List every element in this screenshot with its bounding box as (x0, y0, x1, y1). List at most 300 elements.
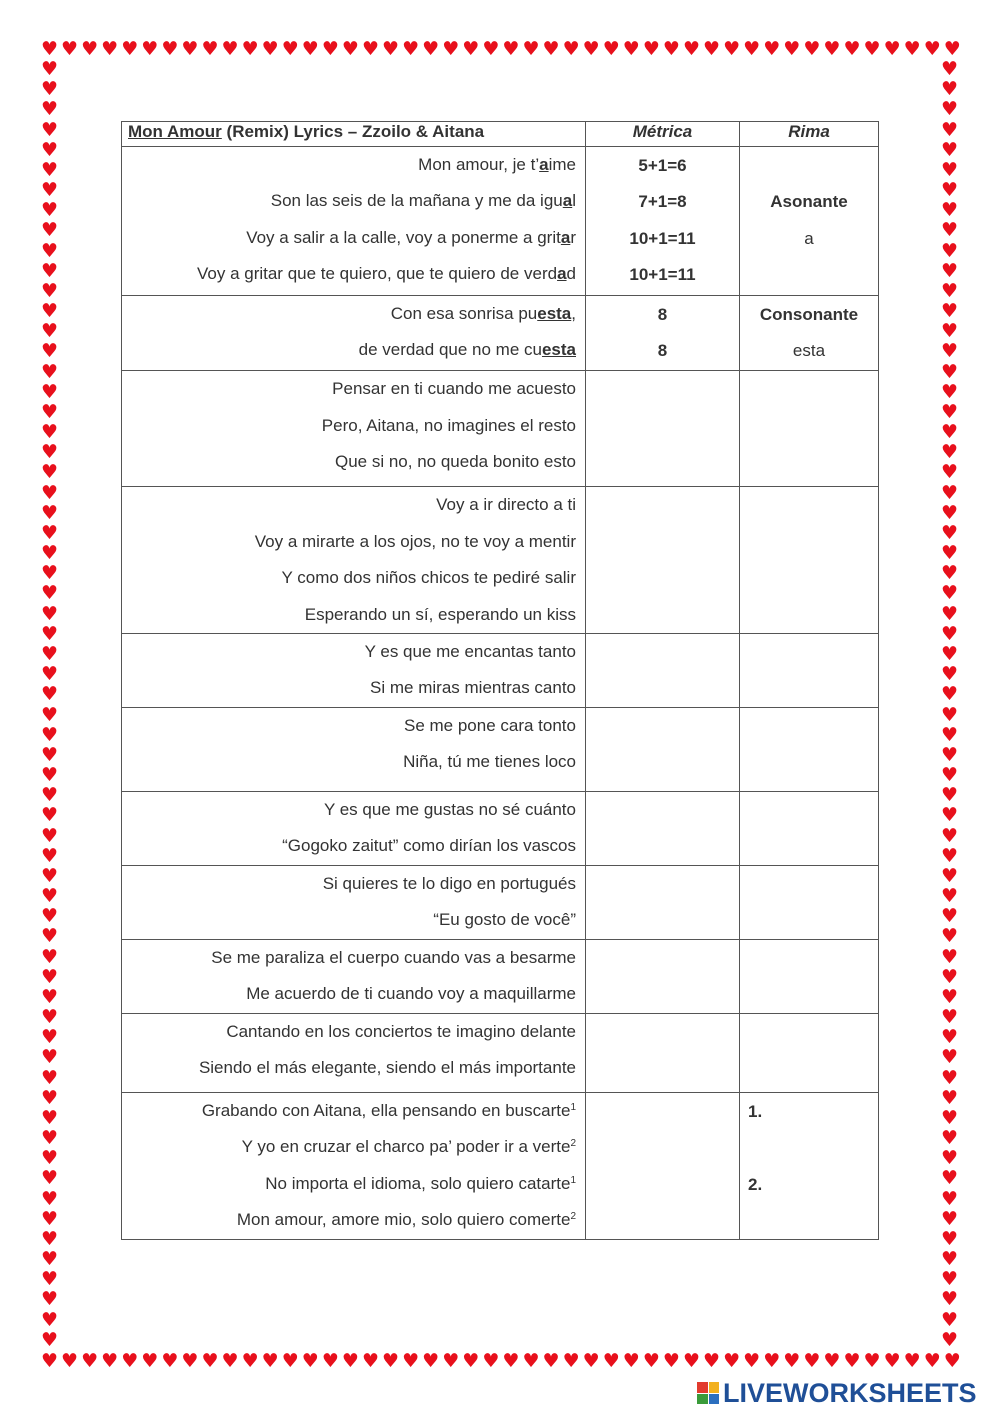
heart-icon: ♥ (703, 1350, 721, 1372)
heart-icon: ♥ (940, 1328, 959, 1351)
lyric-line: Cantando en los conciertos te imagino delante (226, 1022, 576, 1042)
heart-icon: ♥ (40, 844, 59, 867)
heart-icon: ♥ (502, 38, 520, 60)
heart-icon: ♥ (40, 1127, 59, 1150)
heart-icon: ♥ (903, 38, 921, 60)
heart-icon: ♥ (40, 380, 59, 403)
heart-icon: ♥ (40, 1106, 59, 1129)
liveworksheets-icon (697, 1382, 719, 1404)
rhyme-sound: a (804, 228, 814, 248)
heart-icon: ♥ (301, 38, 319, 60)
rhyme-cell (740, 295, 879, 371)
heart-icon: ♥ (40, 1026, 59, 1049)
metric-answer-cell[interactable] (586, 487, 740, 634)
heart-icon: ♥ (40, 743, 59, 766)
rhyme-answer-cell[interactable] (740, 487, 879, 634)
heart-icon: ♥ (803, 1350, 821, 1372)
lyric-line: Voy a ir directo a ti (436, 495, 576, 515)
heart-icon: ♥ (40, 1268, 59, 1291)
lyric-line: Si quieres te lo digo en portugués (322, 874, 576, 894)
heart-icon: ♥ (940, 501, 959, 524)
heart-icon: ♥ (40, 824, 59, 847)
heart-icon: ♥ (940, 1086, 959, 1109)
metric-answer-cell[interactable] (586, 1014, 740, 1093)
heart-icon: ♥ (940, 380, 959, 403)
heart-icon: ♥ (940, 864, 959, 887)
heart-icon: ♥ (763, 38, 781, 60)
heart-icon: ♥ (40, 58, 59, 80)
heart-icon: ♥ (940, 602, 959, 625)
heart-icon: ♥ (121, 1350, 139, 1372)
heart-icon: ♥ (40, 400, 59, 423)
rhyme-answer-cell[interactable] (740, 634, 879, 708)
bottom-heart-border (40, 1352, 962, 1372)
heart-icon: ♥ (40, 945, 59, 968)
heart-icon: ♥ (883, 1350, 901, 1372)
heart-icon: ♥ (40, 78, 59, 101)
stanza-lines (122, 147, 586, 296)
heart-icon: ♥ (940, 985, 959, 1008)
rhyme-type: Asonante (770, 192, 848, 212)
stanza-lines (122, 1014, 586, 1093)
heart-icon: ♥ (40, 98, 59, 121)
lyric-line: Mon amour, amore mio, solo quiero comerte$^2$ (236, 1210, 576, 1230)
heart-icon: ♥ (40, 1248, 59, 1271)
heart-icon: ♥ (40, 642, 59, 665)
stanza-row (122, 792, 879, 866)
heart-icon: ♥ (943, 38, 961, 60)
heart-icon: ♥ (40, 965, 59, 988)
heart-icon: ♥ (940, 1308, 959, 1331)
heart-icon: ♥ (40, 421, 59, 444)
heart-icon: ♥ (923, 1350, 941, 1372)
heart-icon: ♥ (940, 239, 959, 262)
heart-icon: ♥ (241, 38, 259, 60)
heart-icon: ♥ (823, 38, 841, 60)
heart-icon: ♥ (823, 1350, 841, 1372)
heart-icon: ♥ (361, 1350, 380, 1372)
heart-icon: ♥ (542, 38, 560, 60)
lyric-line: Mon amour, je t’aime (418, 155, 576, 174)
heart-icon: ♥ (40, 1207, 59, 1230)
heart-icon: ♥ (843, 1350, 861, 1372)
heart-icon: ♥ (940, 885, 959, 908)
metric-answer-cell[interactable] (586, 371, 740, 487)
metric-answer-cell[interactable] (586, 708, 740, 792)
lyric-line: Se me paraliza el cuerpo cuando vas a besarme (211, 948, 576, 968)
heart-icon: ♥ (261, 38, 279, 60)
heart-icon: ♥ (81, 38, 99, 60)
heart-icon: ♥ (940, 340, 959, 363)
rhyme-type: Consonante (759, 304, 859, 324)
heart-icon: ♥ (602, 38, 620, 60)
heart-icon: ♥ (783, 1350, 801, 1372)
heart-icon: ♥ (542, 1350, 560, 1372)
heart-icon: ♥ (141, 38, 159, 60)
heart-icon: ♥ (40, 542, 59, 565)
heart-icon: ♥ (40, 239, 59, 262)
heart-icon: ♥ (40, 360, 59, 383)
heart-icon: ♥ (940, 965, 959, 988)
heart-icon: ♥ (763, 1350, 781, 1372)
heart-icon: ♥ (121, 38, 139, 60)
heart-icon: ♥ (201, 1350, 219, 1372)
heart-icon: ♥ (940, 1227, 959, 1250)
lyric-line: Grabando con Aitana, ella pensando en buscarte$^1$ (201, 1101, 576, 1121)
heart-icon: ♥ (40, 38, 59, 60)
lyric-line: Se me pone cara tonto (403, 716, 576, 736)
heart-icon: ♥ (642, 38, 660, 60)
heart-icon: ♥ (940, 945, 959, 968)
heart-icon: ♥ (940, 179, 959, 202)
heart-icon: ♥ (442, 38, 460, 60)
heart-icon: ♥ (940, 582, 959, 605)
heart-icon: ♥ (61, 1350, 79, 1372)
heart-icon: ♥ (321, 1350, 339, 1372)
logo-text: LIVEWORKSHEETS (723, 1377, 977, 1408)
heart-icon: ♥ (940, 1066, 959, 1089)
heart-icon: ♥ (940, 461, 959, 484)
heart-icon: ♥ (940, 1288, 959, 1311)
heart-icon: ♥ (502, 1350, 520, 1372)
stanza-lines (122, 487, 586, 634)
lyric-line: Si me miras mientras canto (370, 678, 576, 698)
heart-icon: ♥ (40, 1227, 59, 1250)
heart-icon: ♥ (863, 1350, 881, 1372)
heart-icon: ♥ (522, 38, 540, 60)
lyric-line: “Gogoko zaitut” como dirían los vascos (282, 836, 576, 856)
rhyme-sound: esta (792, 341, 826, 361)
heart-icon: ♥ (341, 38, 359, 60)
heart-icon: ♥ (940, 1268, 959, 1291)
heart-icon: ♥ (40, 138, 59, 161)
metric-value: 5+1=6 (638, 156, 687, 175)
heart-icon: ♥ (402, 38, 420, 60)
lyrics-table (121, 121, 879, 1240)
heart-icon: ♥ (40, 1288, 59, 1311)
metric-answer-cell[interactable] (586, 1093, 740, 1240)
heart-icon: ♥ (40, 118, 59, 141)
heart-icon: ♥ (940, 905, 959, 928)
heart-icon: ♥ (40, 279, 59, 302)
heart-icon: ♥ (422, 38, 440, 60)
heart-icon: ♥ (40, 1167, 59, 1190)
heart-icon: ♥ (940, 481, 959, 504)
heart-icon: ♥ (863, 38, 881, 60)
heart-icon: ♥ (940, 1026, 959, 1049)
heart-icon: ♥ (462, 1350, 480, 1372)
metric-value: 7+1=8 (638, 192, 687, 212)
heart-icon: ♥ (940, 521, 959, 544)
heart-icon: ♥ (940, 764, 959, 787)
metric-value: 10+1=11 (629, 265, 696, 285)
heart-icon: ♥ (803, 38, 821, 60)
lyric-line: Me acuerdo de ti cuando voy a maquillarme (246, 984, 576, 1004)
song-title: Mon Amour (Remix) Lyrics – Zzoilo & Aitana (122, 122, 586, 147)
heart-icon: ♥ (662, 38, 680, 60)
metric-cell (586, 147, 740, 296)
lyric-line: Y es que me encantas tanto (364, 642, 576, 662)
metric-value: 8 (657, 341, 668, 361)
heart-icon: ♥ (402, 1350, 420, 1372)
lyric-line: Voy a gritar que te quiero, que te quiero de verdad (196, 264, 576, 284)
heart-icon: ♥ (940, 844, 959, 867)
rima-header: Rima (740, 122, 879, 147)
heart-icon: ♥ (40, 1046, 59, 1069)
heart-icon: ♥ (940, 1006, 959, 1029)
heart-icon: ♥ (40, 219, 59, 242)
heart-icon: ♥ (482, 1350, 500, 1372)
heart-icon: ♥ (940, 158, 959, 181)
heart-icon: ♥ (40, 340, 59, 363)
heart-icon: ♥ (161, 38, 179, 60)
stanza-row (122, 866, 879, 940)
left-heart-border (40, 60, 60, 1350)
lyric-line: Que si no, no queda bonito esto (334, 452, 576, 472)
lyric-line: Siendo el más elegante, siendo el más importante (198, 1058, 576, 1078)
heart-icon: ♥ (40, 683, 59, 706)
heart-icon: ♥ (940, 1147, 959, 1170)
heart-icon: ♥ (40, 864, 59, 887)
metric-value: 8 (657, 304, 668, 324)
rhyme-answer-cell[interactable] (740, 940, 879, 1014)
heart-icon: ♥ (40, 602, 59, 625)
heart-icon: ♥ (101, 1350, 119, 1372)
heart-icon: ♥ (40, 1350, 59, 1372)
lyric-line: Voy a mirarte a los ojos, no te voy a mentir (254, 531, 576, 551)
heart-icon: ♥ (40, 1006, 59, 1029)
lyric-line: Pensar en ti cuando me acuesto (332, 379, 576, 399)
stanza-row (122, 708, 879, 792)
heart-icon: ♥ (141, 1350, 159, 1372)
lyric-line: Voy a salir a la calle, voy a ponerme a gritar (246, 227, 576, 247)
stanza-row (122, 1093, 879, 1240)
metric-answer-cell[interactable] (586, 940, 740, 1014)
heart-icon: ♥ (40, 300, 59, 323)
lyric-line: Y yo en cruzar el charco pa’ poder ir a verte$^2$ (241, 1137, 576, 1157)
heart-icon: ♥ (181, 38, 199, 60)
heart-icon: ♥ (582, 1350, 600, 1372)
heart-icon: ♥ (40, 1066, 59, 1089)
heart-icon: ♥ (703, 38, 721, 60)
heart-icon: ♥ (201, 38, 219, 60)
heart-icon: ♥ (943, 1350, 961, 1372)
heart-icon: ♥ (40, 663, 59, 686)
metric-answer-cell[interactable] (586, 634, 740, 708)
rhyme-cell (740, 147, 879, 296)
heart-icon: ♥ (40, 1086, 59, 1109)
heart-icon: ♥ (40, 985, 59, 1008)
rhyme-answer-cell[interactable] (740, 371, 879, 487)
heart-icon: ♥ (40, 259, 59, 282)
heart-icon: ♥ (940, 804, 959, 827)
heart-icon: ♥ (940, 279, 959, 302)
rhyme-answer-cell[interactable] (740, 792, 879, 866)
lyric-line: Con esa sonrisa puesta, (390, 303, 576, 323)
heart-icon: ♥ (682, 38, 701, 60)
heart-icon: ♥ (940, 320, 959, 343)
heart-icon: ♥ (940, 1167, 959, 1190)
stanza-lines (122, 866, 586, 940)
heart-icon: ♥ (903, 1350, 921, 1372)
heart-icon: ♥ (743, 38, 761, 60)
heart-icon: ♥ (940, 1248, 959, 1271)
heart-icon: ♥ (40, 158, 59, 181)
heart-icon: ♥ (40, 764, 59, 787)
heart-icon: ♥ (940, 138, 959, 161)
heart-icon: ♥ (81, 1350, 99, 1372)
heart-icon: ♥ (562, 1350, 580, 1372)
heart-icon: ♥ (40, 885, 59, 908)
rhyme-answer-cell[interactable] (740, 866, 879, 940)
heart-icon: ♥ (940, 663, 959, 686)
heart-icon: ♥ (940, 421, 959, 444)
lyric-line: Son las seis de la mañana y me da igual (270, 191, 576, 211)
heart-icon: ♥ (723, 1350, 741, 1372)
rhyme-answer-cell[interactable] (740, 1093, 879, 1240)
heart-icon: ♥ (940, 199, 959, 222)
heart-icon: ♥ (843, 38, 861, 60)
right-heart-border (940, 60, 960, 1350)
lyric-line: No importa el idioma, solo quiero catarte$^1$ (265, 1173, 576, 1193)
rhyme-answer-cell[interactable] (740, 1014, 879, 1093)
heart-icon: ♥ (40, 562, 59, 585)
heart-icon: ♥ (382, 1350, 400, 1372)
lyric-line: Y es que me gustas no sé cuánto (323, 800, 576, 820)
lyric-line: Esperando un sí, esperando un kiss (304, 604, 576, 624)
stanza-lines (122, 295, 586, 371)
heart-icon: ♥ (940, 300, 959, 323)
heart-icon: ♥ (940, 703, 959, 726)
lyric-line: Y como dos niños chicos te pediré salir (281, 568, 576, 588)
heart-icon: ♥ (321, 38, 339, 60)
heart-icon: ♥ (341, 1350, 359, 1372)
heart-icon: ♥ (940, 1127, 959, 1150)
rhyme-label: 2. (748, 1174, 763, 1194)
heart-icon: ♥ (40, 622, 59, 645)
heart-icon: ♥ (40, 179, 59, 202)
heart-icon: ♥ (940, 1207, 959, 1230)
stanza-row (122, 295, 879, 371)
heart-icon: ♥ (940, 441, 959, 464)
heart-icon: ♥ (940, 1046, 959, 1069)
heart-icon: ♥ (281, 1350, 299, 1372)
stanza-row (122, 487, 879, 634)
heart-icon: ♥ (482, 38, 500, 60)
heart-icon: ♥ (940, 784, 959, 807)
stanza-row (122, 940, 879, 1014)
heart-icon: ♥ (361, 38, 380, 60)
heart-icon: ♥ (40, 481, 59, 504)
heart-icon: ♥ (40, 501, 59, 524)
stanza-row (122, 371, 879, 487)
heart-icon: ♥ (940, 622, 959, 645)
top-heart-border (40, 40, 962, 60)
stanza-lines (122, 1093, 586, 1240)
heart-icon: ♥ (940, 1106, 959, 1129)
heart-icon: ♥ (602, 1350, 620, 1372)
stanza-lines (122, 940, 586, 1014)
heart-icon: ♥ (40, 1187, 59, 1210)
heart-icon: ♥ (40, 320, 59, 343)
stanza-lines (122, 371, 586, 487)
heart-icon: ♥ (40, 199, 59, 222)
lyric-line: Niña, tú me tienes loco (403, 752, 576, 772)
heart-icon: ♥ (940, 925, 959, 948)
rhyme-label: 1. (748, 1102, 763, 1122)
heart-icon: ♥ (40, 441, 59, 464)
stanza-row (122, 634, 879, 708)
heart-icon: ♥ (682, 1350, 701, 1372)
heart-icon: ♥ (40, 925, 59, 948)
heart-icon: ♥ (40, 784, 59, 807)
heart-icon: ♥ (940, 824, 959, 847)
stanza-lines (122, 792, 586, 866)
lyric-line: “Eu gosto de você” (433, 910, 576, 930)
heart-icon: ♥ (940, 400, 959, 423)
heart-icon: ♥ (40, 723, 59, 746)
heart-icon: ♥ (221, 1350, 239, 1372)
stanza-row (122, 147, 879, 296)
heart-icon: ♥ (940, 642, 959, 665)
heart-icon: ♥ (40, 1328, 59, 1351)
rhyme-answer-cell[interactable] (740, 708, 879, 792)
lyric-line: Pero, Aitana, no imagines el resto (321, 415, 576, 435)
heart-icon: ♥ (940, 78, 959, 101)
heart-icon: ♥ (940, 1187, 959, 1210)
heart-icon: ♥ (161, 1350, 179, 1372)
heart-icon: ♥ (261, 1350, 279, 1372)
metric-answer-cell[interactable] (586, 792, 740, 866)
metric-answer-cell[interactable] (586, 866, 740, 940)
lyric-line: de verdad que no me cuesta (358, 340, 576, 360)
heart-icon: ♥ (40, 582, 59, 605)
heart-icon: ♥ (241, 1350, 259, 1372)
heart-icon: ♥ (522, 1350, 540, 1372)
stanza-lines (122, 634, 586, 708)
heart-icon: ♥ (940, 360, 959, 383)
heart-icon: ♥ (940, 743, 959, 766)
heart-icon: ♥ (940, 562, 959, 585)
heart-icon: ♥ (221, 38, 239, 60)
heart-icon: ♥ (940, 723, 959, 746)
heart-icon: ♥ (40, 461, 59, 484)
heart-icon: ♥ (40, 703, 59, 726)
heart-icon: ♥ (662, 1350, 680, 1372)
heart-icon: ♥ (61, 38, 79, 60)
heart-icon: ♥ (923, 38, 941, 60)
heart-icon: ♥ (622, 1350, 640, 1372)
stanza-lines (122, 708, 586, 792)
heart-icon: ♥ (940, 58, 959, 80)
heart-icon: ♥ (181, 1350, 199, 1372)
heart-icon: ♥ (281, 38, 299, 60)
heart-icon: ♥ (562, 38, 580, 60)
heart-icon: ♥ (301, 1350, 319, 1372)
heart-icon: ♥ (582, 38, 600, 60)
stanza-row (122, 1014, 879, 1093)
heart-icon: ♥ (783, 38, 801, 60)
heart-icon: ♥ (642, 1350, 660, 1372)
heart-icon: ♥ (622, 38, 640, 60)
heart-icon: ♥ (940, 259, 959, 282)
heart-icon: ♥ (462, 38, 480, 60)
liveworksheets-logo (697, 1378, 997, 1408)
heart-icon: ♥ (40, 804, 59, 827)
table-header-row (122, 122, 879, 147)
heart-icon: ♥ (422, 1350, 440, 1372)
heart-icon: ♥ (743, 1350, 761, 1372)
